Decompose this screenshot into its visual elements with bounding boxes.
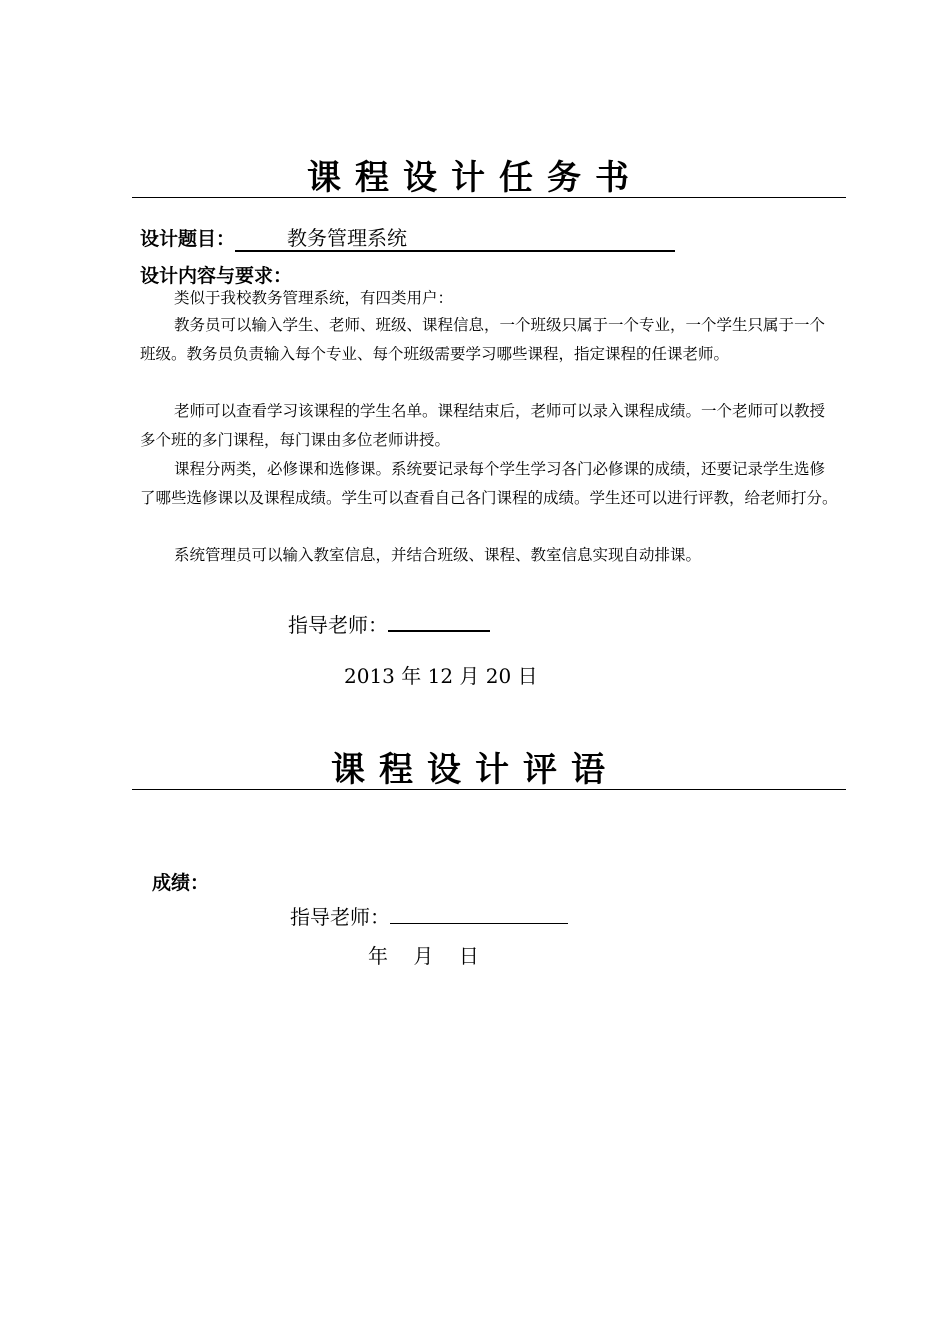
title-divider (132, 197, 846, 198)
review-divider (132, 789, 846, 790)
review-signature-blank (390, 903, 568, 924)
grade-label: 成绩： (152, 872, 210, 894)
review-date-placeholder: 年 月 日 (368, 944, 479, 968)
paragraph: 课程分两类，必修课和选修课。系统要记录每个学生学习各门必修课的成绩，还要记录学生选修了哪些选修课以及课程成绩。学生可以查看自己各门课程的成绩。学生还可以进行评教，给老师打分。 (140, 460, 838, 507)
review-advisor-row (290, 901, 568, 930)
paragraph: 老师可以查看学习该课程的学生名单。课程结束后，老师可以录入课程成绩。一个老师可以教授多个班的多门课程，每门课由多位老师讲授。 (140, 402, 826, 449)
task-date: 2013 年 12 月 20 日 (344, 664, 538, 688)
topic-row (140, 224, 675, 252)
review-advisor-label: 指导老师： (290, 905, 390, 929)
signature-blank (388, 610, 490, 632)
paragraph: 类似于我校教务管理系统，有四类用户： (174, 289, 454, 307)
advisor-label: 指导老师： (288, 613, 388, 637)
content-label: 设计内容与要求： (140, 265, 293, 287)
advisor-signature-row (288, 609, 490, 638)
paragraph: 系统管理员可以输入教室信息，并结合班级、课程、教室信息实现自动排课。 (174, 546, 702, 564)
review-title: 课程设计评语 (331, 750, 619, 790)
topic-value: 教务管理系统 (235, 226, 675, 252)
topic-label: 设计题目： (140, 228, 236, 250)
paragraph: 教务员可以输入学生、老师、班级、课程信息，一个班级只属于一个专业，一个学生只属于一个班级。教务员负责输入每个专业、每个班级需要学习哪些课程，指定课程的任课老师。 (140, 316, 826, 363)
task-book-title: 课程设计任务书 (307, 158, 643, 198)
